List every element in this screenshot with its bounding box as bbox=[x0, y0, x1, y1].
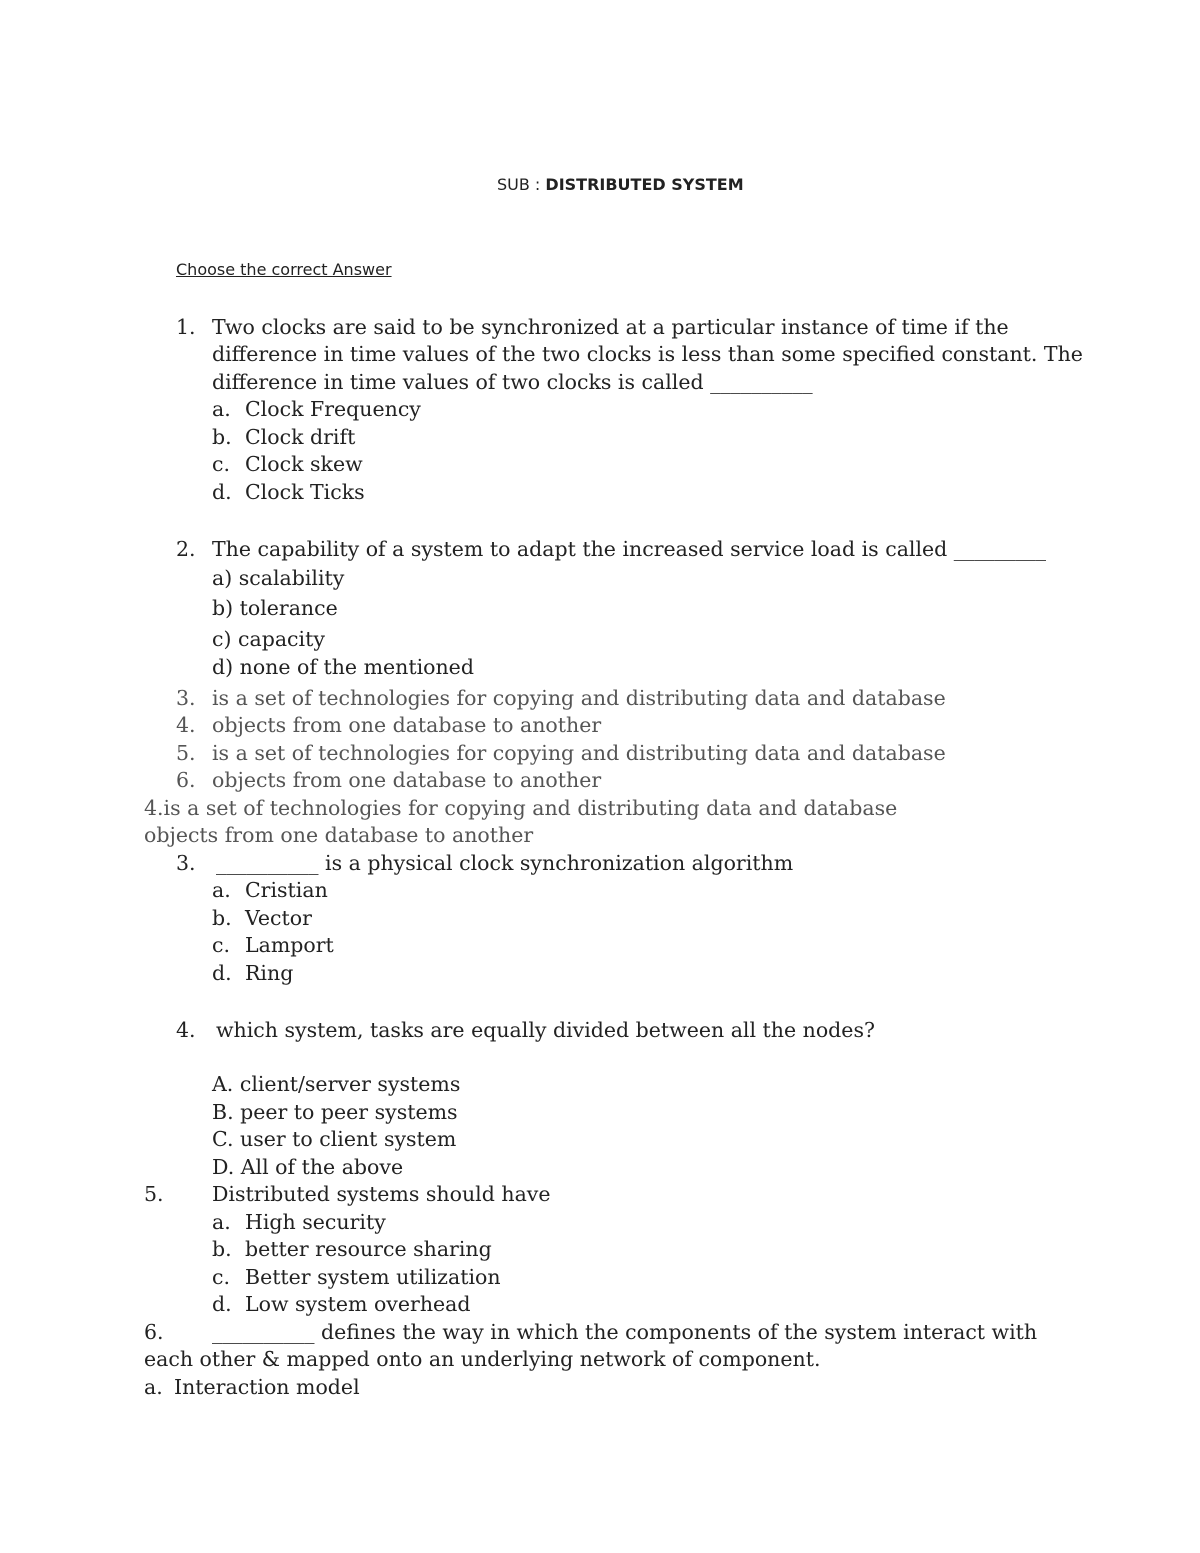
q6-line-2: each other & mapped onto an underlying network of component. bbox=[144, 1347, 821, 1371]
q5-number: 5. bbox=[144, 1182, 164, 1206]
q2-option-d: d) none of the mentioned bbox=[212, 655, 474, 679]
stray-item-3-number: 3. bbox=[176, 686, 196, 710]
q3-option-b-letter: b. bbox=[212, 906, 232, 930]
q2-text: The capability of a system to adapt the increased service load is called _________ bbox=[212, 537, 1047, 561]
q5-option-d: Low system overhead bbox=[245, 1292, 471, 1316]
q3-option-d-letter: d. bbox=[212, 961, 232, 985]
q1-option-c: Clock skew bbox=[245, 452, 363, 476]
q1-line-3: difference in time values of two clocks is called __________ bbox=[212, 370, 813, 394]
q3-option-c-letter: c. bbox=[212, 933, 230, 957]
q4-number: 4. bbox=[176, 1018, 196, 1042]
q5-option-a: High security bbox=[245, 1210, 386, 1234]
q3-number: 3. bbox=[176, 851, 196, 875]
q1-option-b-letter: b. bbox=[212, 425, 232, 449]
stray-item-6-number: 6. bbox=[176, 768, 196, 792]
q6-option-a: Interaction model bbox=[174, 1375, 360, 1399]
q4-option-b: B. peer to peer systems bbox=[212, 1100, 458, 1124]
title-subject: DISTRIBUTED SYSTEM bbox=[545, 175, 744, 194]
stray-item-3: is a set of technologies for copying and distributing data and database bbox=[212, 686, 946, 710]
q6-line-1: __________ defines the way in which the components of the system interact with bbox=[212, 1320, 1038, 1344]
q2-option-a: a) scalability bbox=[212, 566, 345, 590]
q5-option-b: better resource sharing bbox=[245, 1237, 492, 1261]
q5-option-c: Better system utilization bbox=[245, 1265, 501, 1289]
q3-option-b: Vector bbox=[245, 906, 312, 930]
stray-item-4: objects from one database to another bbox=[212, 713, 602, 737]
q1-line-2: difference in time values of the two clocks is less than some specified constant. The bbox=[212, 342, 1083, 366]
q6-option-a-letter: a. bbox=[144, 1375, 163, 1399]
q2-option-b: b) tolerance bbox=[212, 596, 338, 620]
page-title bbox=[497, 172, 744, 198]
q4-option-c: C. user to client system bbox=[212, 1127, 457, 1151]
instruction: Choose the correct Answer bbox=[176, 260, 392, 279]
q5-option-c-letter: c. bbox=[212, 1265, 230, 1289]
q4-text: which system, tasks are equally divided between all the nodes? bbox=[216, 1018, 875, 1042]
q1-line-1: Two clocks are said to be synchronized at a particular instance of time if the bbox=[212, 315, 1009, 339]
q1-option-a-letter: a. bbox=[212, 397, 231, 421]
q6-number: 6. bbox=[144, 1320, 164, 1344]
stray-item-5: is a set of technologies for copying and distributing data and database bbox=[212, 741, 946, 765]
stray-item-6: objects from one database to another bbox=[212, 768, 602, 792]
q1-option-d: Clock Ticks bbox=[245, 480, 365, 504]
q5-option-a-letter: a. bbox=[212, 1210, 231, 1234]
q5-text: Distributed systems should have bbox=[212, 1182, 551, 1206]
stray-item-5-number: 5. bbox=[176, 741, 196, 765]
q3-option-a-letter: a. bbox=[212, 878, 231, 902]
q2-number: 2. bbox=[176, 537, 196, 561]
q1-option-a: Clock Frequency bbox=[245, 397, 421, 421]
q3-text: __________ is a physical clock synchronization algorithm bbox=[216, 851, 794, 875]
q3-option-a: Cristian bbox=[245, 878, 328, 902]
q4-option-a: A. client/server systems bbox=[212, 1072, 461, 1096]
q1-number: 1. bbox=[176, 315, 196, 339]
q1-option-d-letter: d. bbox=[212, 480, 232, 504]
q2-option-c: c) capacity bbox=[212, 627, 325, 651]
q3-option-c: Lamport bbox=[245, 933, 334, 957]
q1-option-b: Clock drift bbox=[245, 425, 356, 449]
q3-option-d: Ring bbox=[245, 961, 294, 985]
stray-para-line-1: 4.is a set of technologies for copying and distributing data and database bbox=[144, 796, 898, 820]
stray-para-line-2: objects from one database to another bbox=[144, 823, 534, 847]
q1-option-c-letter: c. bbox=[212, 452, 230, 476]
title-prefix: SUB : bbox=[497, 175, 546, 194]
stray-item-4-number: 4. bbox=[176, 713, 196, 737]
q5-option-b-letter: b. bbox=[212, 1237, 232, 1261]
q4-option-d: D. All of the above bbox=[212, 1155, 404, 1179]
q5-option-d-letter: d. bbox=[212, 1292, 232, 1316]
